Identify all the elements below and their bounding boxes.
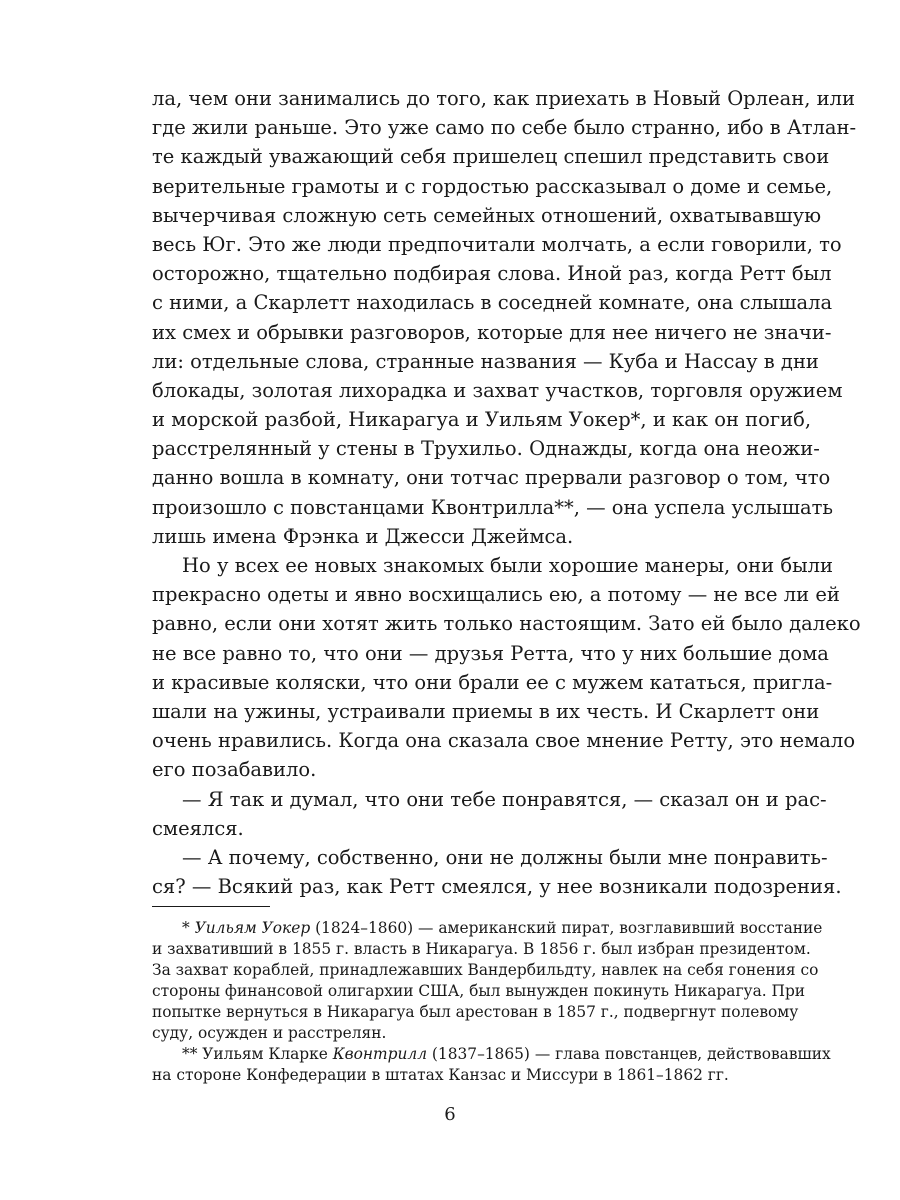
footnote-divider <box>152 906 270 907</box>
footnote-name: Уильям Уокер <box>194 919 311 937</box>
text-line: ся? — Всякий раз, как Ретт смеялся, у нее возникали подозрения. <box>152 875 842 899</box>
footnote-name: Уильям Кларке <box>202 1045 328 1063</box>
text-line: ла, чем они занимались до того, как приехать в Новый Орлеан, или <box>152 87 855 110</box>
text-line: с ними, а Скарлетт находилась в соседней комнате, она слышала <box>152 291 833 315</box>
text-line: те каждый уважающий себя пришелец спешил представить свои <box>152 145 830 169</box>
footnote-text: (1837–1865) — глава повстанцев, действовавших <box>427 1045 831 1063</box>
footnote-line <box>152 1044 831 1065</box>
text-line: не все равно то, что они — друзья Ретта, что у них большие дома <box>152 641 829 665</box>
text-line: прекрасно одеты и явно восхищались ею, а потому — не все ли ей <box>152 583 840 607</box>
text-line: данно вошла в комнату, они тотчас прервали разговор о том, что <box>152 466 831 490</box>
text-line: осторожно, тщательно подбирая слова. Иной раз, когда Ретт был <box>152 262 832 286</box>
text-line: очень нравились. Когда она сказала свое мнение Ретту, это немало <box>152 729 856 753</box>
footnote-line: суду, осужден и расстрелян. <box>152 1024 387 1042</box>
footnote-line: на стороне Конфедерации в штатах Канзас и Миссури в 1861–1862 гг. <box>152 1066 729 1084</box>
text-line: смеялся. <box>152 816 244 840</box>
text-line: шали на ужины, устраивали приемы в их честь. И Скарлетт они <box>152 699 820 723</box>
text-line: Но у всех ее новых знакомых были хорошие манеры, они были <box>182 554 834 577</box>
text-line: вычерчивая сложную сеть семейных отношений, охватывавшую <box>152 203 822 227</box>
paragraph-1 <box>152 84 857 551</box>
text-line: — А почему, собственно, они не должны были мне понравить- <box>182 845 828 869</box>
text-line: равно, если они хотят жить только настоящим. Зато ей было далеко <box>152 612 861 636</box>
text-line: где жили раньше. Это уже само по себе было странно, ибо в Атлан- <box>152 116 857 140</box>
footnote-line: За захват кораблей, принадлежавших Вандербильдту, навлек на себя гонения со <box>152 961 819 979</box>
footnotes <box>152 918 831 1086</box>
text-line: лишь имена Фрэнка и Джесси Джеймса. <box>152 524 574 548</box>
paragraph-3 <box>152 785 827 843</box>
footnote-1 <box>152 918 823 1044</box>
text-line: — Я так и думал, что они тебе понравятся, — сказал он и рас- <box>182 787 827 811</box>
text-line: весь Юг. Это же люди предпочитали молчать, а если говорили, то <box>152 232 842 256</box>
text-line: и красивые коляски, что они брали ее с мужем кататься, пригла- <box>152 670 833 694</box>
footnote-text: (1824–1860) — американский пират, возглавивший восстание <box>310 919 823 937</box>
footnote-line: и захвативший в 1855 г. власть в Никарагуа. В 1856 г. был избран президентом. <box>152 940 811 958</box>
footnote-marker: * <box>182 919 190 937</box>
footnote-line: попытке вернуться в Никарагуа был арестован в 1857 г., подвергнут полевому <box>152 1003 799 1021</box>
page-number: 6 <box>444 1104 456 1125</box>
text-line: блокады, золотая лихорадка и захват участков, торговля оружием <box>152 378 843 402</box>
text-line: его позабавило. <box>152 758 317 782</box>
footnote-2 <box>152 1044 831 1086</box>
footnote-marker: ** <box>182 1045 198 1063</box>
text-line: произошло с повстанцами Квонтрилла**, — она успела услышать <box>152 495 833 519</box>
paragraph-2 <box>152 551 861 785</box>
text-line: верительные грамоты и с гордостью рассказывал о доме и семье, <box>152 174 833 198</box>
text-line: расстрелянный у стены в Трухильо. Однажды, когда она неожи- <box>152 437 820 461</box>
paragraph-4 <box>152 843 842 901</box>
text-line: их смех и обрывки разговоров, которые для нее ничего не значи- <box>152 320 832 344</box>
footnote-line: стороны финансовой олигархии США, был вынужден покинуть Никарагуа. При <box>152 982 806 1000</box>
footnote-name-italic: Квонтрилл <box>332 1045 427 1063</box>
footnote-line <box>152 918 823 939</box>
text-line: ли: отдельные слова, странные названия — Куба и Нассау в дни <box>152 349 819 373</box>
main-text <box>152 84 861 901</box>
text-line: и морской разбой, Никарагуа и Уильям Уокер*, и как он погиб, <box>152 408 812 432</box>
